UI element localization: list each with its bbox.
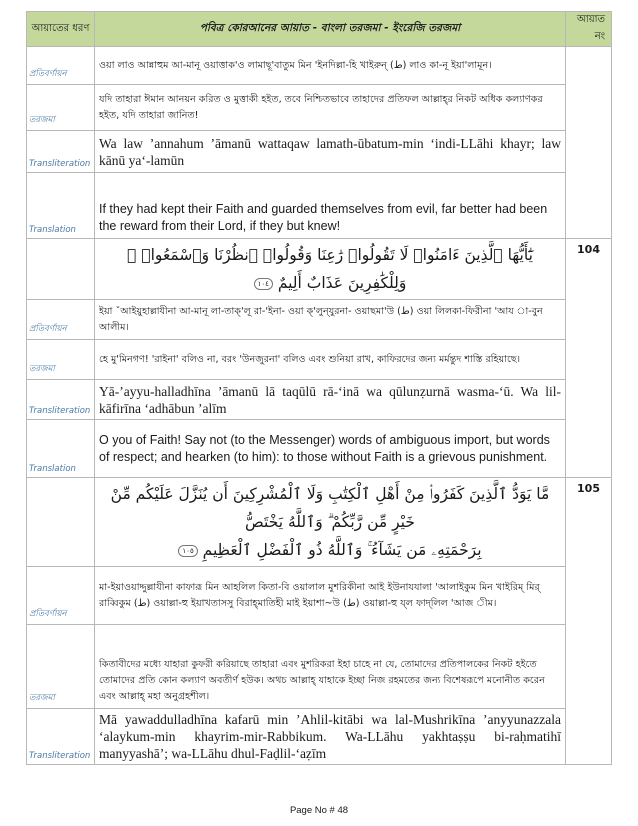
english-transliteration: Mā yawaddulladhīna kafarū min ’Ahlil-kitābi wa lal-Mushrikīna ’anyyunazzala ‘alaykum-min khayrim-mir-Rabbikum. Wa-LLāhu yakhtaṣṣu bi-raḥmatihī manyyashā’; wa-LLāhu dhul-Faḍlil-‘aẓīm (95, 709, 566, 765)
row-label-translation: Translation (27, 420, 95, 478)
arabic-text: يَٰٓأَيُّهَا ٱلَّذِينَ ءَامَنُوا۟ لَا تَقُولُوا۟ رَٰعِنَا وَقُولُوا۟ ٱنظُرْنَا وَٱسْمَعُوا۟ ۗ وَلِلْكَٰفِرِينَ عَذَابٌ أَلِيمٌ (127, 246, 533, 292)
row-label-transliteration: Transliteration (27, 709, 95, 765)
row-label-bn-translation: তরজমা (27, 625, 95, 709)
verse-number: 105 (566, 478, 612, 765)
page-number: Page No # 48 (289, 805, 349, 816)
row-label-bn-translit: প্রতিবর্ণায়ন (27, 567, 95, 625)
table-row (27, 709, 612, 765)
header-verse-number: আয়াত নং (566, 12, 612, 47)
bengali-transliteration: ইয়া ˇআইয়ুহাল্লাযীনা আ-মানূ লা-তাক্‌'লূ রা-'ইনা- ওয়া ক্‌'লুন্‌যুরনা- ওয়াছমা'উ (ط) ওয়া লিলকা-ফিরীনা 'আয া-বুন আলীম। (95, 300, 566, 340)
arabic-verse (95, 478, 566, 567)
verse-number: 104 (566, 239, 612, 478)
table-row (27, 47, 612, 85)
bengali-translation: কিতাবীদের মধ্যে যাহারা কুফরী করিয়াছে তাহারা এবং মুশরিকরা ইহা চাহে না যে, তোমাদের প্রতিপালকের নিকট হইতে তোমাদের প্রতি কোন কল্যাণ অবতীর্ণ হউক। অথচ আল্লাহ্‌ যাহাকে ইচ্ছা নিজ রহমতের জন্য বিশেষরূপে মনোনীত করেন এবং আল্লাহ্‌ মহা অনুগ্রহশীল। (95, 625, 566, 709)
english-transliteration: Wa law ’annahum ’āmanū wattaqaw lamath-ūbatum-min ‘indi-LLāhi khayr; law kānū ya‘-lamūn (95, 131, 566, 173)
table-row (27, 131, 612, 173)
row-label-bn-translation: তরজমা (27, 85, 95, 131)
ayah-number-mark: ١٠٤ (254, 278, 273, 290)
row-label-transliteration: Transliteration (27, 380, 95, 420)
english-translation: If they had kept their Faith and guarded themselves from evil, far better had been the reward from their Lord, if they but knew! (95, 173, 566, 239)
verse-number (566, 47, 612, 239)
bengali-translation: হে মু'মিনগণ! 'রাইনা' বলিও না, বরং 'উনজুরনা' বলিও এবং শুনিয়া রাখ, কাফিরদের জন্য মর্মন্তুদ শাস্তি রহিয়াছে। (95, 340, 566, 380)
table-row (27, 340, 612, 380)
row-label-transliteration: Transliteration (27, 131, 95, 173)
table-row (27, 567, 612, 625)
ayah-number-mark: ١٠٥ (178, 545, 197, 557)
verse-table (26, 11, 612, 765)
table-row (27, 478, 612, 567)
bengali-transliteration: মা-ইয়াওয়াদ্দুল্লাযীনা কাফারূ মিন আহলিল কিতা-বি ওয়ালাল মুশরিকীনা আই ইউনাযযালা 'আলাইকুম মিন খাইরিম্‌ মির্‌ রাব্বিকুম (ط) ওয়াল্লা-হু ইয়াখতাসসু বিরাহ্‌মাতিহী মাই ইয়াশা~উ (ط) ওয়াল্লা-হু য্‌ল ফাদ্‌লিল 'আজ ীম। (95, 567, 566, 625)
arabic-verse (95, 239, 566, 300)
table-row (27, 380, 612, 420)
english-translation: O you of Faith! Say not (to the Messenger) words of ambiguous import, but words of respect; and hearken (to him): to those without Faith is a grievous punishment. (95, 420, 566, 478)
arabic-text-line-1: مَّا يَوَدُّ ٱلَّذِينَ كَفَرُوا۟ مِنْ أَهْلِ ٱلْكِتَٰبِ وَلَا ٱلْمُشْرِكِينَ أَن يُنَزَّلَ عَلَيْكُم مِّنْ خَيْرٍ مِّن رَّبِّكُمْ ۗ وَٱللَّهُ يَخْتَصُّ (110, 485, 550, 531)
table-row (27, 85, 612, 131)
table-row (27, 625, 612, 709)
header-title: পবিত্র কোরআনের আয়াত - বাংলা তরজমা - ইংরেজি তরজমা (95, 12, 566, 47)
table-row (27, 173, 612, 239)
row-label-bn-translit: প্রতিবর্ণায়ন (27, 47, 95, 85)
english-transliteration: Yā-’ayyu-halladhīna ’āmanū lā taqūlū rā-‘inā wa qūlunẓurnā wasma-‘ū. Wa lil- kāfirīna ‘adhābun ’alīm (95, 380, 566, 420)
table-row (27, 300, 612, 340)
table-header (27, 12, 612, 47)
header-verse-type: আয়াতের ধরণ (27, 12, 95, 47)
table-row (27, 420, 612, 478)
bengali-transliteration: ওয়া লাও আন্নাহুম আ-মানূ ওয়াত্তাক'ও লামাছূ'বাতুম মিন 'ইনদিল্লা-হি খাইরুন্‌ (ط) লাও কা-নূ ইয়া'লামূন। (95, 47, 566, 85)
bengali-translation: যদি তাহারা ঈমান আনয়ন করিত ও মুত্তাকী হইত, তবে নিশ্চিতভাবে তাহাদের প্রতিফল আল্লাহ্‌র নিকট অধিক কল্যাণকর হইত, যদি তাহারা জানিত! (95, 85, 566, 131)
table-row (27, 239, 612, 300)
row-label-bn-translit: প্রতিবর্ণায়ন (27, 300, 95, 340)
arabic-text-line-2: بِرَحْمَتِهِۦ مَن يَشَآءُ ۚ وَٱللَّهُ ذُو ٱلْفَضْلِ ٱلْعَظِيمِ (202, 541, 482, 559)
row-label-bn-translation: তরজমা (27, 340, 95, 380)
row-label-translation: Translation (27, 173, 95, 239)
page-content (26, 11, 611, 765)
